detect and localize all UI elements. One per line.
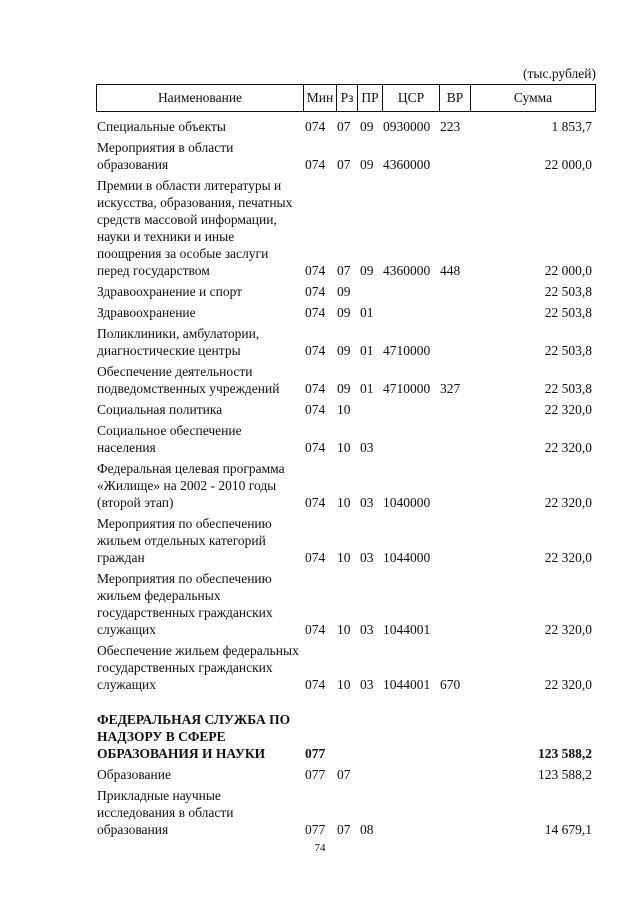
row-target-article: 0930000	[383, 119, 431, 134]
row-amount: 22 320,0	[544, 677, 592, 692]
row-amount: 22 320,0	[544, 550, 592, 565]
table-header	[96, 84, 596, 112]
row-name: Здравоохранение	[97, 305, 196, 320]
row-name: Федеральная целевая программа «Жилище» на 2002 - 2010 годы (второй этап)	[97, 461, 285, 510]
row-target-article: 1044000	[383, 550, 431, 565]
table-row	[0, 177, 640, 279]
row-section: 07	[337, 822, 351, 837]
row-section: 09	[337, 284, 351, 299]
row-subsection: 03	[360, 677, 374, 692]
row-amount: 1 853,7	[551, 119, 592, 134]
row-expense-type: 327	[440, 381, 461, 396]
row-amount: 22 503,8	[544, 305, 592, 320]
row-expense-type: 448	[440, 263, 461, 278]
table-row	[0, 422, 640, 456]
table-row	[0, 460, 640, 511]
row-name: Премии в области литературы и искусства, образования, печатных средств массовой информации, науки и техники и иные поощрения за особые заслуги перед государством	[97, 178, 293, 278]
row-subsection: 01	[360, 305, 374, 320]
table-row	[0, 283, 640, 300]
row-subsection: 08	[360, 822, 374, 837]
row-section: 10	[337, 677, 351, 692]
row-name: Мероприятия в области образования	[97, 140, 234, 172]
row-expense-type: 223	[440, 119, 461, 134]
row-ministry: 074	[305, 343, 326, 358]
header-section: Рз	[337, 85, 358, 111]
table-row	[0, 139, 640, 173]
row-ministry: 074	[305, 677, 326, 692]
row-name: Здравоохранение и спорт	[97, 284, 243, 299]
row-amount: 123 588,2	[538, 746, 592, 761]
row-subsection: 03	[360, 440, 374, 455]
row-amount: 22 503,8	[544, 284, 592, 299]
table-row	[0, 570, 640, 638]
row-subsection: 09	[360, 263, 374, 278]
row-amount: 22 320,0	[544, 402, 592, 417]
table-row	[0, 325, 640, 359]
table-row	[0, 401, 640, 418]
table-row	[0, 304, 640, 321]
row-subsection: 01	[360, 343, 374, 358]
row-name: Специальные объекты	[97, 119, 226, 134]
table-row	[0, 787, 640, 838]
row-target-article: 4710000	[383, 381, 431, 396]
header-target-article: ЦСР	[383, 85, 440, 111]
row-target-article: 1044001	[383, 622, 431, 637]
row-amount: 14 679,1	[544, 822, 592, 837]
row-section: 07	[337, 767, 351, 782]
table-row	[0, 766, 640, 783]
row-ministry: 077	[305, 822, 326, 837]
row-ministry: 074	[305, 402, 326, 417]
table-row	[0, 642, 640, 693]
header-amount: Сумма	[513, 90, 553, 105]
row-subsection: 01	[360, 381, 374, 396]
row-subsection: 03	[360, 550, 374, 565]
row-amount: 22 000,0	[544, 157, 592, 172]
row-name: Поликлиники, амбулатории, диагностические центры	[97, 326, 260, 358]
row-ministry: 074	[305, 284, 326, 299]
row-target-article: 4360000	[383, 157, 431, 172]
row-ministry: 074	[305, 622, 326, 637]
row-subsection: 03	[360, 495, 374, 510]
row-name: Прикладные научные исследования в области образования	[97, 788, 234, 837]
row-subsection: 09	[360, 119, 374, 134]
row-name: Мероприятия по обеспечению жильем федеральных государственных гражданских служащих	[97, 571, 273, 637]
units-label: (тыс.рублей)	[523, 66, 596, 81]
row-section: 07	[337, 157, 351, 172]
row-ministry: 074	[305, 381, 326, 396]
row-ministry: 074	[305, 157, 326, 172]
row-section: 09	[337, 381, 351, 396]
row-name: Социальная политика	[97, 402, 223, 417]
row-name: Мероприятия по обеспечению жильем отдельных категорий граждан	[97, 516, 272, 565]
row-ministry: 074	[305, 550, 326, 565]
table-row	[0, 363, 640, 397]
table-body	[0, 114, 640, 838]
row-ministry: 077	[305, 746, 326, 761]
row-expense-type: 670	[440, 677, 461, 692]
row-target-article: 1044001	[383, 677, 431, 692]
row-section: 09	[337, 305, 351, 320]
row-amount: 22 000,0	[544, 263, 592, 278]
row-amount: 22 320,0	[544, 440, 592, 455]
row-name: Обеспечение деятельности подведомственных учреждений	[97, 364, 280, 396]
row-section: 10	[337, 495, 351, 510]
row-section: 09	[337, 343, 351, 358]
header-name: Наименование	[97, 85, 304, 111]
row-amount: 22 503,8	[544, 381, 592, 396]
table-row	[0, 711, 640, 762]
row-ministry: 077	[305, 767, 326, 782]
row-name: Обеспечение жильем федеральных государственных гражданских служащих	[97, 643, 299, 692]
row-amount: 22 320,0	[544, 495, 592, 510]
row-subsection: 03	[360, 622, 374, 637]
row-section: 10	[337, 550, 351, 565]
row-name: Образование	[97, 767, 171, 782]
row-ministry: 074	[305, 263, 326, 278]
row-target-article: 4360000	[383, 263, 431, 278]
row-target-article: 4710000	[383, 343, 431, 358]
row-target-article: 1040000	[383, 495, 431, 510]
row-section: 07	[337, 263, 351, 278]
row-ministry: 074	[305, 440, 326, 455]
row-name: Социальное обеспечение населения	[97, 423, 242, 455]
row-amount: 22 503,8	[544, 343, 592, 358]
header-expense-type: ВР	[440, 85, 471, 111]
page-number: 74	[314, 842, 326, 854]
row-section: 10	[337, 622, 351, 637]
row-subsection: 09	[360, 157, 374, 172]
row-name: ФЕДЕРАЛЬНАЯ СЛУЖБА ПО НАДЗОРУ В СФЕРЕ ОБРАЗОВАНИЯ И НАУКИ	[97, 712, 291, 761]
row-amount: 123 588,2	[538, 767, 592, 782]
row-amount: 22 320,0	[544, 622, 592, 637]
row-ministry: 074	[305, 119, 326, 134]
row-section: 10	[337, 440, 351, 455]
table-row	[0, 118, 640, 135]
table-row	[0, 515, 640, 566]
row-ministry: 074	[305, 495, 326, 510]
header-ministry: Мин	[304, 85, 337, 111]
header-subsection: ПР	[358, 85, 383, 111]
row-ministry: 074	[305, 305, 326, 320]
row-section: 07	[337, 119, 351, 134]
row-section: 10	[337, 402, 351, 417]
